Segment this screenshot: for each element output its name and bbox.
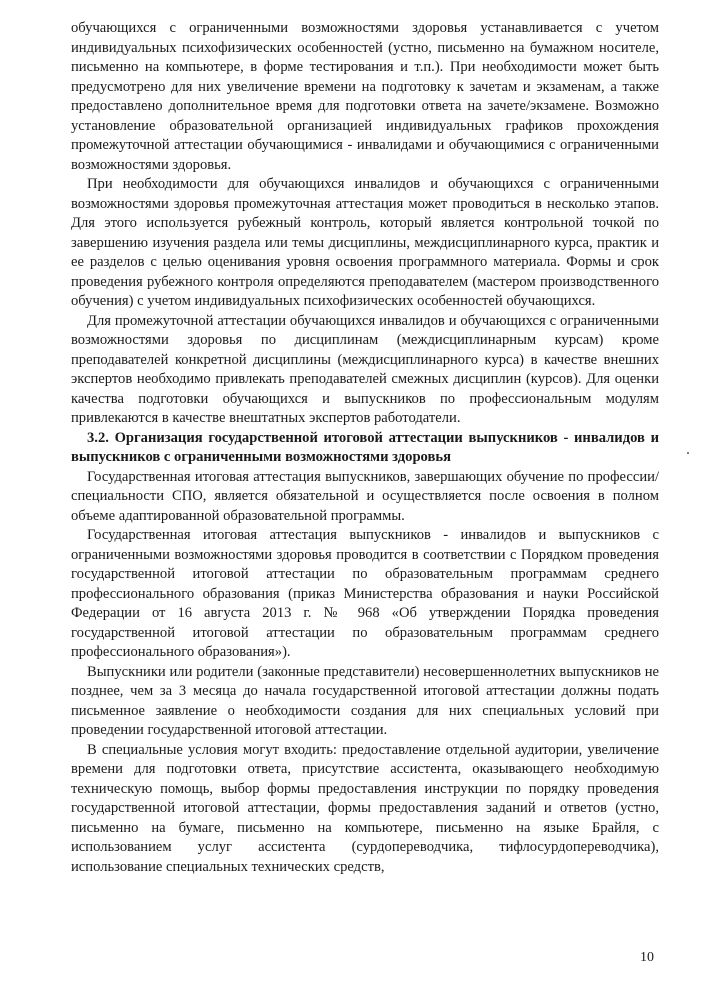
paragraph-continuation: обучающихся с ограниченными возможностями здоровья устанавливается с учетом индивидуальных психофизических особенностей (устно, письменно на бумажном носителе, письменно на компьютере, в форме тестирования и т.п.). При необходимости может быть предусмотрено для них увеличение времени на подготовку к зачетам и экзаменам, а также предоставлено дополнительное время для подготовки ответа на зачете/экзамене. Возможно установление образовательной организацией индивидуальных графиков прохождения промежуточной аттестации обучающимися - инвалидами и обучающимися с ограниченными возможностями здоровья. <box>71 20 659 173</box>
paragraph-staged-attestation: При необходимости для обучающихся инвалидов и обучающихся с ограниченными возможностями здоровья промежуточная аттестация может проводиться в несколько этапов. Для этого используется рубежный контроль, который является контрольной точкой по завершению изучения раздела или темы дисциплины, междисциплинарного курса, практик и ее разделов с целью оценивания уровня освоения программного материала. Формы и срок проведения рубежного контроля определяются преподавателем (мастером производственного обучения) с учетом индивидуальных психофизических особенностей обучающихся. <box>71 176 659 309</box>
paragraph-application-deadline: Выпускники или родители (законные представители) несовершеннолетних выпускников не позднее, чем за 3 месяца до начала государственной итоговой аттестации должны подать письменное заявление о необходимости создания для них специальных условий при проведении государственной итоговой аттестации. <box>71 663 659 738</box>
page-number: 10 <box>640 950 654 965</box>
section-heading: 3.2. Организация государственной итоговой аттестации выпускников - инвалидов и выпускников с ограниченными возможностями здоровья <box>71 429 659 465</box>
page-body <box>71 19 659 877</box>
paragraph-attestation-procedure: Государственная итоговая аттестация выпускников - инвалидов и выпускников с ограниченными возможностями здоровья проводится в соответствии с Порядком проведения государственной итоговой аттестации по образовательным программам среднего профессионального образования (приказ Министерства образования и науки Российской Федерации от 16 августа 2013 г. № 968 «Об утверждении Порядка проведения государственной итоговой аттестации по образовательным программам среднего профессионального образования»). <box>71 527 659 660</box>
paragraph-external-experts: Для промежуточной аттестации обучающихся инвалидов и обучающихся с ограниченными возможностями здоровья по дисциплинам (междисциплинарным курсам) кроме преподавателей конкретной дисциплины (междисциплинарного курса) в качестве внешних экспертов необходимо привлекать преподавателей смежных дисциплин (курсов). Для оценки качества подготовки обучающихся и выпускников по профессиональным модулям привлекаются в качестве внештатных экспертов работодатели. <box>71 312 659 426</box>
scan-speck <box>687 452 689 454</box>
paragraph-special-conditions: В специальные условия могут входить: предоставление отдельной аудитории, увеличение времени для подготовки ответа, присутствие ассистента, оказывающего необходимую техническую помощь, выбор формы предоставления инструкции по порядку проведения государственной итоговой аттестации, формы предоставления заданий и ответов (устно, письменно на бумаге, письменно на компьютере, письменно на языке Брайля, с использованием услуг ассистента (сурдопереводчика, тифлосурдопереводчика), использование специальных технических средств, <box>71 741 659 875</box>
paragraph-final-attestation: Государственная итоговая аттестация выпускников, завершающих обучение по профессии/специальности СПО, является обязательной и осуществляется после освоения в полном объеме адаптированной образовательной программы. <box>71 468 659 524</box>
